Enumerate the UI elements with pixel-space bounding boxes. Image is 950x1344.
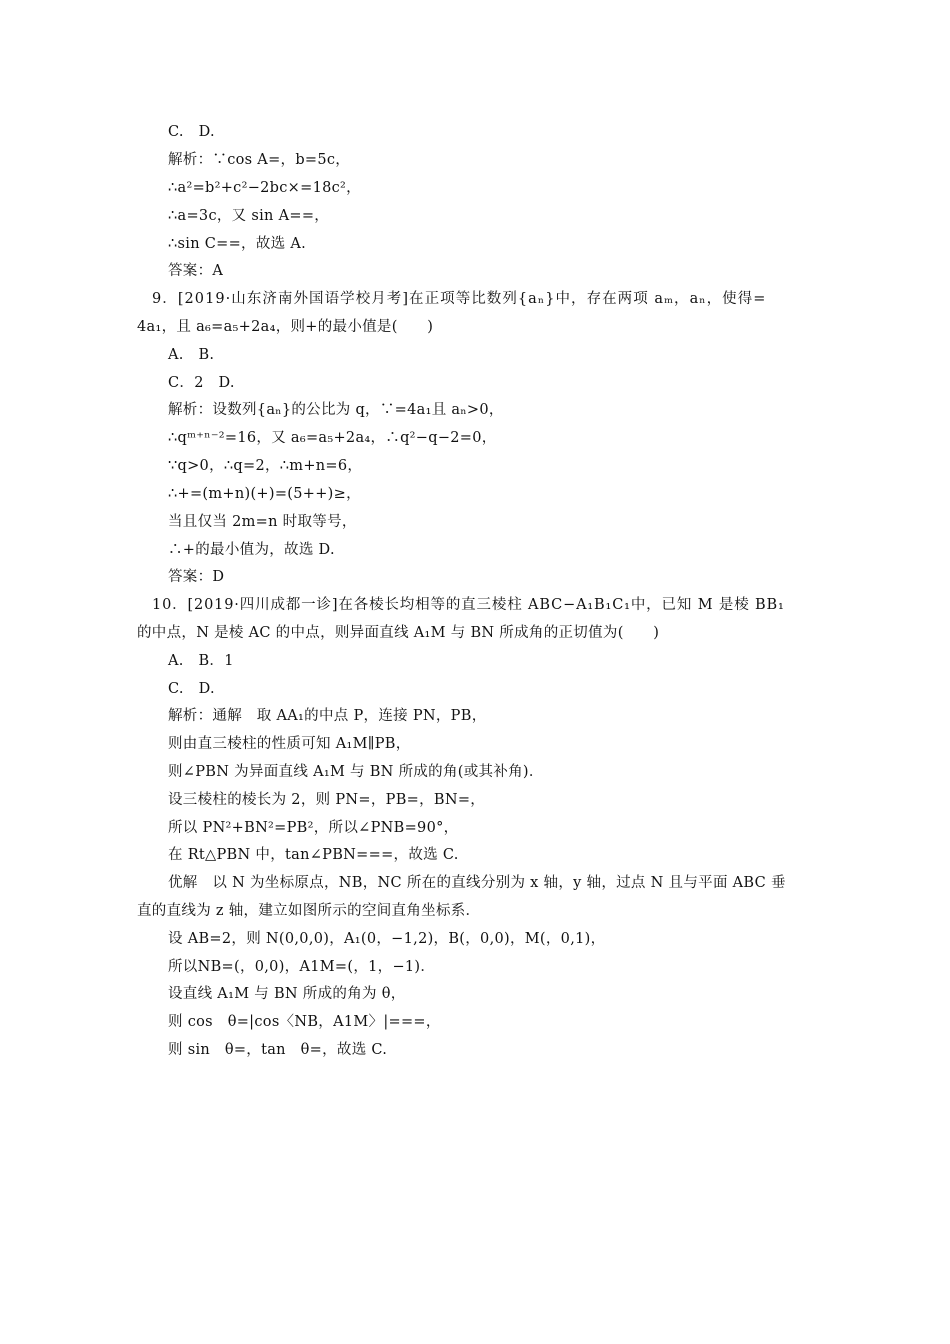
solution-line: ∴+=(m+n)(+)=(5++)≥，	[168, 486, 361, 502]
solution-line: ∴a²=b²+c²−2bc×=18c²，	[168, 180, 361, 196]
solution-line: 当且仅当 2m=n 时取等号，	[168, 514, 357, 530]
solution-line: 设直线 A₁M 与 BN 所成的角为 θ，	[168, 986, 406, 1002]
option-line-c-d: C. D.	[168, 681, 215, 697]
option-line-c-d: C．2 D.	[168, 375, 235, 391]
solution-line: ∴+的最小值为，故选 D.	[168, 542, 335, 558]
solution-line: 设 AB=2，则 N(0,0,0)，A₁(0，−1,2)，B(，0,0)，M(，0,1)，	[168, 931, 606, 947]
solution-line: 解析：设数列{aₙ}的公比为 q，∵=4a₁且 aₙ>0，	[168, 402, 504, 418]
question-9-text-continued: 4a₁，且 a₆=a₅+2a₄，则+的最小值是( )	[137, 319, 434, 335]
solution-line: ∴qᵐ⁺ⁿ⁻²=16，又 a₆=a₅+2a₄，∴q²−q−2=0，	[168, 430, 497, 446]
option-line-c-d: C. D.	[168, 124, 215, 140]
solution-line: 则 sin θ=，tan θ=，故选 C.	[168, 1042, 388, 1058]
solution-line: 解析：∵cos A=，b=5c，	[168, 152, 351, 168]
solution-line: 优解 以 N 为坐标原点，NB，NC 所在的直线分别为 x 轴，y 轴，过点 N 且与平面 ABC 垂	[168, 875, 786, 891]
solution-line: 直的直线为 z 轴，建立如图所示的空间直角坐标系．	[137, 903, 481, 919]
solution-line: 所以 PN²+BN²=PB²，所以∠PNB=90°，	[168, 820, 459, 836]
answer-line: 答案：A	[168, 263, 224, 279]
question-10-text: 10．[2019·四川成都一诊]在各棱长均相等的直三棱柱 ABC−A₁B₁C₁中，已知 M 是棱 BB₁	[152, 597, 785, 613]
solution-line: 解析：通解 取 AA₁的中点 P，连接 PN，PB，	[168, 708, 487, 724]
solution-line: 则∠PBN 为异面直线 A₁M 与 BN 所成的角(或其补角)．	[168, 764, 544, 780]
question-10-text-continued: 的中点，N 是棱 AC 的中点，则异面直线 A₁M 与 BN 所成角的正切值为( )	[137, 625, 660, 641]
solution-line: 在 Rt△PBN 中，tan∠PBN===，故选 C.	[168, 847, 459, 863]
option-line-a-b: A. B．1	[168, 653, 234, 669]
solution-line: ∴a=3c，又 sin A==，	[168, 208, 330, 224]
question-9-text: 9．[2019·山东济南外国语学校月考]在正项等比数列{aₙ}中，存在两项 aₘ，aₙ，使得=	[152, 291, 767, 307]
option-line-a-b: A. B.	[168, 347, 215, 363]
solution-line: 则 cos θ=|cos〈NB，A1M〉|===，	[168, 1014, 441, 1030]
answer-line: 答案：D	[168, 569, 225, 585]
solution-line: 所以NB=(，0,0)，A1M=(，1，−1)．	[168, 959, 436, 975]
solution-line: ∴sin C==，故选 A.	[168, 236, 307, 252]
solution-line: ∵q>0，∴q=2，∴m+n=6，	[168, 458, 363, 474]
solution-line: 则由直三棱柱的性质可知 A₁M∥PB，	[168, 736, 411, 752]
solution-line: 设三棱柱的棱长为 2，则 PN=，PB=，BN=，	[168, 792, 486, 808]
